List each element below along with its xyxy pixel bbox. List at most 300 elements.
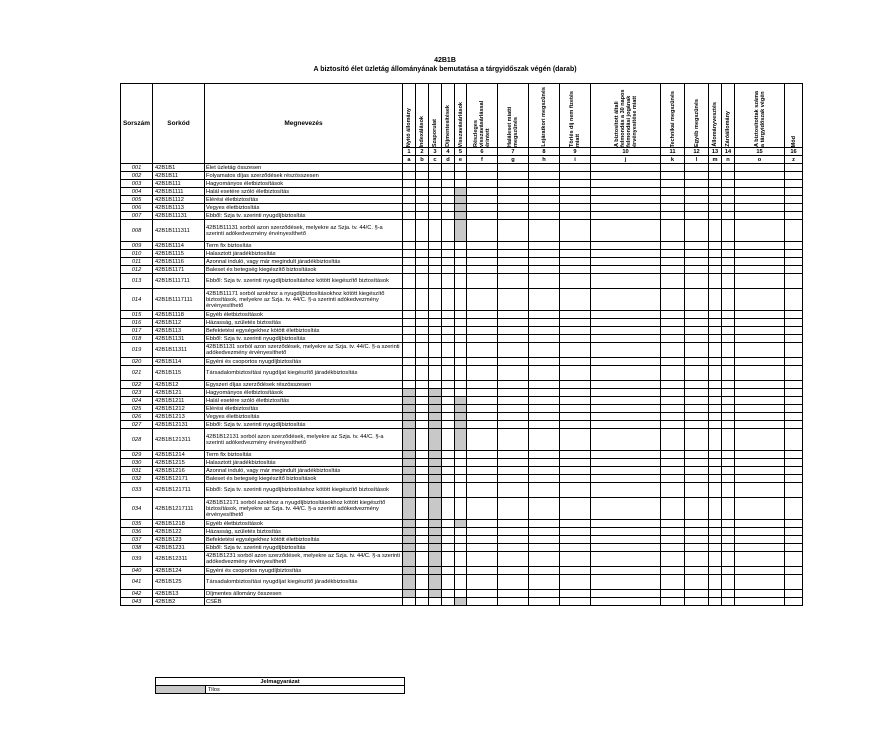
data-cell[interactable] (416, 311, 429, 319)
data-cell[interactable] (661, 413, 685, 421)
data-cell[interactable] (498, 397, 529, 405)
data-cell[interactable] (709, 405, 722, 413)
data-cell[interactable] (467, 483, 498, 498)
data-cell[interactable] (685, 575, 709, 590)
data-cell[interactable] (529, 483, 560, 498)
data-cell[interactable] (685, 552, 709, 567)
data-cell[interactable] (429, 180, 442, 188)
data-cell[interactable] (735, 274, 785, 289)
data-cell[interactable] (403, 389, 416, 397)
data-cell[interactable] (661, 459, 685, 467)
data-cell[interactable] (709, 220, 722, 242)
data-cell[interactable] (685, 421, 709, 429)
data-cell[interactable] (591, 335, 661, 343)
data-cell[interactable] (722, 188, 735, 196)
data-cell[interactable] (416, 552, 429, 567)
data-cell[interactable] (722, 544, 735, 552)
data-cell[interactable] (467, 498, 498, 520)
data-cell[interactable] (709, 421, 722, 429)
data-cell[interactable] (429, 274, 442, 289)
data-cell[interactable] (416, 498, 429, 520)
data-cell[interactable] (529, 567, 560, 575)
data-cell[interactable] (735, 413, 785, 421)
data-cell[interactable] (455, 475, 467, 483)
data-cell[interactable] (591, 528, 661, 536)
data-cell[interactable] (467, 172, 498, 180)
data-cell[interactable] (709, 343, 722, 358)
data-cell[interactable] (560, 544, 591, 552)
data-cell[interactable] (416, 266, 429, 274)
data-cell[interactable] (591, 258, 661, 266)
data-cell[interactable] (722, 483, 735, 498)
data-cell[interactable] (709, 319, 722, 327)
data-cell[interactable] (498, 520, 529, 528)
data-cell[interactable] (498, 467, 529, 475)
data-cell[interactable] (455, 366, 467, 381)
data-cell[interactable] (661, 242, 685, 250)
data-cell[interactable] (442, 544, 455, 552)
data-cell[interactable] (455, 544, 467, 552)
data-cell[interactable] (529, 381, 560, 389)
data-cell[interactable] (498, 429, 529, 451)
data-cell[interactable] (722, 319, 735, 327)
data-cell[interactable] (709, 196, 722, 204)
data-cell[interactable] (709, 180, 722, 188)
data-cell[interactable] (416, 381, 429, 389)
data-cell[interactable] (591, 552, 661, 567)
data-cell[interactable] (722, 567, 735, 575)
data-cell[interactable] (735, 459, 785, 467)
data-cell[interactable] (709, 172, 722, 180)
data-cell[interactable] (591, 311, 661, 319)
data-cell[interactable] (661, 598, 685, 606)
data-cell[interactable] (722, 311, 735, 319)
data-cell[interactable] (735, 172, 785, 180)
data-cell[interactable] (498, 242, 529, 250)
data-cell[interactable] (416, 389, 429, 397)
data-cell[interactable] (709, 311, 722, 319)
data-cell[interactable] (709, 544, 722, 552)
data-cell[interactable] (591, 319, 661, 327)
data-cell[interactable] (735, 258, 785, 266)
data-cell[interactable] (442, 258, 455, 266)
data-cell[interactable] (498, 413, 529, 421)
data-cell[interactable] (498, 366, 529, 381)
data-cell[interactable] (661, 498, 685, 520)
data-cell[interactable] (560, 421, 591, 429)
data-cell[interactable] (455, 180, 467, 188)
data-cell[interactable] (785, 421, 803, 429)
data-cell[interactable] (416, 220, 429, 242)
data-cell[interactable] (722, 164, 735, 172)
data-cell[interactable] (529, 544, 560, 552)
data-cell[interactable] (661, 389, 685, 397)
data-cell[interactable] (442, 536, 455, 544)
data-cell[interactable] (442, 180, 455, 188)
data-cell[interactable] (709, 590, 722, 598)
data-cell[interactable] (785, 389, 803, 397)
data-cell[interactable] (529, 250, 560, 258)
data-cell[interactable] (661, 212, 685, 220)
data-cell[interactable] (661, 552, 685, 567)
data-cell[interactable] (467, 188, 498, 196)
data-cell[interactable] (467, 311, 498, 319)
data-cell[interactable] (529, 188, 560, 196)
data-cell[interactable] (685, 274, 709, 289)
data-cell[interactable] (429, 567, 442, 575)
data-cell[interactable] (403, 274, 416, 289)
data-cell[interactable] (661, 366, 685, 381)
data-cell[interactable] (785, 289, 803, 311)
data-cell[interactable] (467, 358, 498, 366)
data-cell[interactable] (416, 164, 429, 172)
data-cell[interactable] (467, 459, 498, 467)
data-cell[interactable] (661, 520, 685, 528)
data-cell[interactable] (416, 567, 429, 575)
data-cell[interactable] (416, 528, 429, 536)
data-cell[interactable] (685, 598, 709, 606)
data-cell[interactable] (498, 389, 529, 397)
data-cell[interactable] (429, 397, 442, 405)
data-cell[interactable] (560, 389, 591, 397)
data-cell[interactable] (560, 451, 591, 459)
data-cell[interactable] (560, 405, 591, 413)
data-cell[interactable] (429, 381, 442, 389)
data-cell[interactable] (709, 188, 722, 196)
data-cell[interactable] (429, 343, 442, 358)
data-cell[interactable] (529, 475, 560, 483)
data-cell[interactable] (416, 590, 429, 598)
data-cell[interactable] (467, 405, 498, 413)
data-cell[interactable] (416, 475, 429, 483)
data-cell[interactable] (685, 528, 709, 536)
data-cell[interactable] (403, 429, 416, 451)
data-cell[interactable] (661, 467, 685, 475)
data-cell[interactable] (455, 172, 467, 180)
data-cell[interactable] (685, 397, 709, 405)
data-cell[interactable] (785, 451, 803, 459)
data-cell[interactable] (455, 528, 467, 536)
data-cell[interactable] (722, 172, 735, 180)
data-cell[interactable] (591, 289, 661, 311)
data-cell[interactable] (735, 598, 785, 606)
data-cell[interactable] (661, 258, 685, 266)
data-cell[interactable] (403, 311, 416, 319)
data-cell[interactable] (529, 366, 560, 381)
data-cell[interactable] (429, 258, 442, 266)
data-cell[interactable] (416, 258, 429, 266)
data-cell[interactable] (442, 172, 455, 180)
data-cell[interactable] (416, 204, 429, 212)
data-cell[interactable] (529, 552, 560, 567)
data-cell[interactable] (455, 405, 467, 413)
data-cell[interactable] (591, 164, 661, 172)
data-cell[interactable] (429, 358, 442, 366)
data-cell[interactable] (498, 327, 529, 335)
data-cell[interactable] (709, 250, 722, 258)
data-cell[interactable] (403, 180, 416, 188)
data-cell[interactable] (560, 366, 591, 381)
data-cell[interactable] (560, 381, 591, 389)
data-cell[interactable] (785, 528, 803, 536)
data-cell[interactable] (685, 204, 709, 212)
data-cell[interactable] (591, 598, 661, 606)
data-cell[interactable] (735, 358, 785, 366)
data-cell[interactable] (735, 266, 785, 274)
data-cell[interactable] (429, 520, 442, 528)
data-cell[interactable] (529, 389, 560, 397)
data-cell[interactable] (560, 358, 591, 366)
data-cell[interactable] (416, 429, 429, 451)
data-cell[interactable] (785, 319, 803, 327)
data-cell[interactable] (403, 319, 416, 327)
data-cell[interactable] (560, 475, 591, 483)
data-cell[interactable] (591, 242, 661, 250)
data-cell[interactable] (591, 180, 661, 188)
data-cell[interactable] (560, 429, 591, 451)
data-cell[interactable] (416, 343, 429, 358)
data-cell[interactable] (785, 483, 803, 498)
data-cell[interactable] (560, 164, 591, 172)
data-cell[interactable] (661, 335, 685, 343)
data-cell[interactable] (722, 250, 735, 258)
data-cell[interactable] (467, 164, 498, 172)
data-cell[interactable] (785, 520, 803, 528)
data-cell[interactable] (455, 289, 467, 311)
data-cell[interactable] (661, 319, 685, 327)
data-cell[interactable] (416, 289, 429, 311)
data-cell[interactable] (403, 258, 416, 266)
data-cell[interactable] (722, 451, 735, 459)
data-cell[interactable] (416, 180, 429, 188)
data-cell[interactable] (403, 366, 416, 381)
data-cell[interactable] (560, 498, 591, 520)
data-cell[interactable] (467, 319, 498, 327)
data-cell[interactable] (560, 172, 591, 180)
data-cell[interactable] (498, 498, 529, 520)
data-cell[interactable] (709, 528, 722, 536)
data-cell[interactable] (429, 536, 442, 544)
data-cell[interactable] (498, 421, 529, 429)
data-cell[interactable] (685, 220, 709, 242)
data-cell[interactable] (722, 590, 735, 598)
data-cell[interactable] (442, 405, 455, 413)
data-cell[interactable] (498, 567, 529, 575)
data-cell[interactable] (429, 467, 442, 475)
data-cell[interactable] (429, 188, 442, 196)
data-cell[interactable] (709, 397, 722, 405)
data-cell[interactable] (429, 389, 442, 397)
data-cell[interactable] (467, 575, 498, 590)
data-cell[interactable] (785, 164, 803, 172)
data-cell[interactable] (560, 598, 591, 606)
data-cell[interactable] (685, 180, 709, 188)
data-cell[interactable] (403, 459, 416, 467)
data-cell[interactable] (467, 204, 498, 212)
data-cell[interactable] (685, 212, 709, 220)
data-cell[interactable] (467, 421, 498, 429)
data-cell[interactable] (498, 459, 529, 467)
data-cell[interactable] (709, 483, 722, 498)
data-cell[interactable] (722, 475, 735, 483)
data-cell[interactable] (455, 520, 467, 528)
data-cell[interactable] (403, 483, 416, 498)
data-cell[interactable] (785, 188, 803, 196)
data-cell[interactable] (429, 459, 442, 467)
data-cell[interactable] (685, 429, 709, 451)
data-cell[interactable] (442, 397, 455, 405)
data-cell[interactable] (709, 429, 722, 451)
data-cell[interactable] (498, 528, 529, 536)
data-cell[interactable] (429, 311, 442, 319)
data-cell[interactable] (455, 242, 467, 250)
data-cell[interactable] (403, 575, 416, 590)
data-cell[interactable] (735, 421, 785, 429)
data-cell[interactable] (685, 498, 709, 520)
data-cell[interactable] (685, 188, 709, 196)
data-cell[interactable] (403, 598, 416, 606)
data-cell[interactable] (735, 567, 785, 575)
data-cell[interactable] (403, 475, 416, 483)
data-cell[interactable] (529, 319, 560, 327)
data-cell[interactable] (735, 242, 785, 250)
data-cell[interactable] (403, 451, 416, 459)
data-cell[interactable] (591, 475, 661, 483)
data-cell[interactable] (785, 335, 803, 343)
data-cell[interactable] (560, 212, 591, 220)
data-cell[interactable] (591, 590, 661, 598)
data-cell[interactable] (455, 429, 467, 451)
data-cell[interactable] (429, 266, 442, 274)
data-cell[interactable] (529, 204, 560, 212)
data-cell[interactable] (591, 204, 661, 212)
data-cell[interactable] (529, 528, 560, 536)
data-cell[interactable] (467, 567, 498, 575)
data-cell[interactable] (416, 483, 429, 498)
data-cell[interactable] (735, 188, 785, 196)
data-cell[interactable] (735, 467, 785, 475)
data-cell[interactable] (429, 164, 442, 172)
data-cell[interactable] (591, 266, 661, 274)
data-cell[interactable] (403, 242, 416, 250)
data-cell[interactable] (455, 590, 467, 598)
data-cell[interactable] (403, 528, 416, 536)
data-cell[interactable] (416, 242, 429, 250)
data-cell[interactable] (442, 528, 455, 536)
data-cell[interactable] (467, 475, 498, 483)
data-cell[interactable] (529, 498, 560, 520)
data-cell[interactable] (455, 389, 467, 397)
data-cell[interactable] (591, 381, 661, 389)
data-cell[interactable] (429, 242, 442, 250)
data-cell[interactable] (455, 358, 467, 366)
data-cell[interactable] (429, 250, 442, 258)
data-cell[interactable] (591, 520, 661, 528)
data-cell[interactable] (591, 459, 661, 467)
data-cell[interactable] (685, 389, 709, 397)
data-cell[interactable] (467, 242, 498, 250)
data-cell[interactable] (735, 397, 785, 405)
data-cell[interactable] (403, 467, 416, 475)
data-cell[interactable] (661, 164, 685, 172)
data-cell[interactable] (429, 598, 442, 606)
data-cell[interactable] (735, 196, 785, 204)
data-cell[interactable] (722, 536, 735, 544)
data-cell[interactable] (498, 180, 529, 188)
data-cell[interactable] (467, 274, 498, 289)
data-cell[interactable] (591, 575, 661, 590)
data-cell[interactable] (498, 266, 529, 274)
data-cell[interactable] (785, 343, 803, 358)
data-cell[interactable] (467, 397, 498, 405)
data-cell[interactable] (591, 467, 661, 475)
data-cell[interactable] (416, 196, 429, 204)
data-cell[interactable] (785, 311, 803, 319)
data-cell[interactable] (455, 467, 467, 475)
data-cell[interactable] (455, 343, 467, 358)
data-cell[interactable] (442, 212, 455, 220)
data-cell[interactable] (442, 250, 455, 258)
data-cell[interactable] (455, 397, 467, 405)
data-cell[interactable] (685, 366, 709, 381)
data-cell[interactable] (467, 598, 498, 606)
data-cell[interactable] (467, 536, 498, 544)
data-cell[interactable] (685, 289, 709, 311)
data-cell[interactable] (785, 459, 803, 467)
data-cell[interactable] (591, 544, 661, 552)
data-cell[interactable] (685, 520, 709, 528)
data-cell[interactable] (429, 319, 442, 327)
data-cell[interactable] (785, 180, 803, 188)
data-cell[interactable] (442, 311, 455, 319)
data-cell[interactable] (722, 459, 735, 467)
data-cell[interactable] (442, 552, 455, 567)
data-cell[interactable] (785, 598, 803, 606)
data-cell[interactable] (560, 335, 591, 343)
data-cell[interactable] (467, 389, 498, 397)
data-cell[interactable] (429, 528, 442, 536)
data-cell[interactable] (560, 319, 591, 327)
data-cell[interactable] (467, 467, 498, 475)
data-cell[interactable] (403, 567, 416, 575)
data-cell[interactable] (785, 220, 803, 242)
data-cell[interactable] (560, 258, 591, 266)
data-cell[interactable] (785, 327, 803, 335)
data-cell[interactable] (685, 327, 709, 335)
data-cell[interactable] (442, 343, 455, 358)
data-cell[interactable] (403, 358, 416, 366)
data-cell[interactable] (498, 405, 529, 413)
data-cell[interactable] (735, 575, 785, 590)
data-cell[interactable] (591, 274, 661, 289)
data-cell[interactable] (785, 467, 803, 475)
data-cell[interactable] (529, 429, 560, 451)
data-cell[interactable] (560, 289, 591, 311)
data-cell[interactable] (498, 258, 529, 266)
data-cell[interactable] (429, 220, 442, 242)
data-cell[interactable] (722, 381, 735, 389)
data-cell[interactable] (722, 552, 735, 567)
data-cell[interactable] (661, 483, 685, 498)
data-cell[interactable] (529, 343, 560, 358)
data-cell[interactable] (785, 413, 803, 421)
data-cell[interactable] (403, 266, 416, 274)
data-cell[interactable] (685, 544, 709, 552)
data-cell[interactable] (442, 274, 455, 289)
data-cell[interactable] (442, 483, 455, 498)
data-cell[interactable] (661, 289, 685, 311)
data-cell[interactable] (785, 567, 803, 575)
